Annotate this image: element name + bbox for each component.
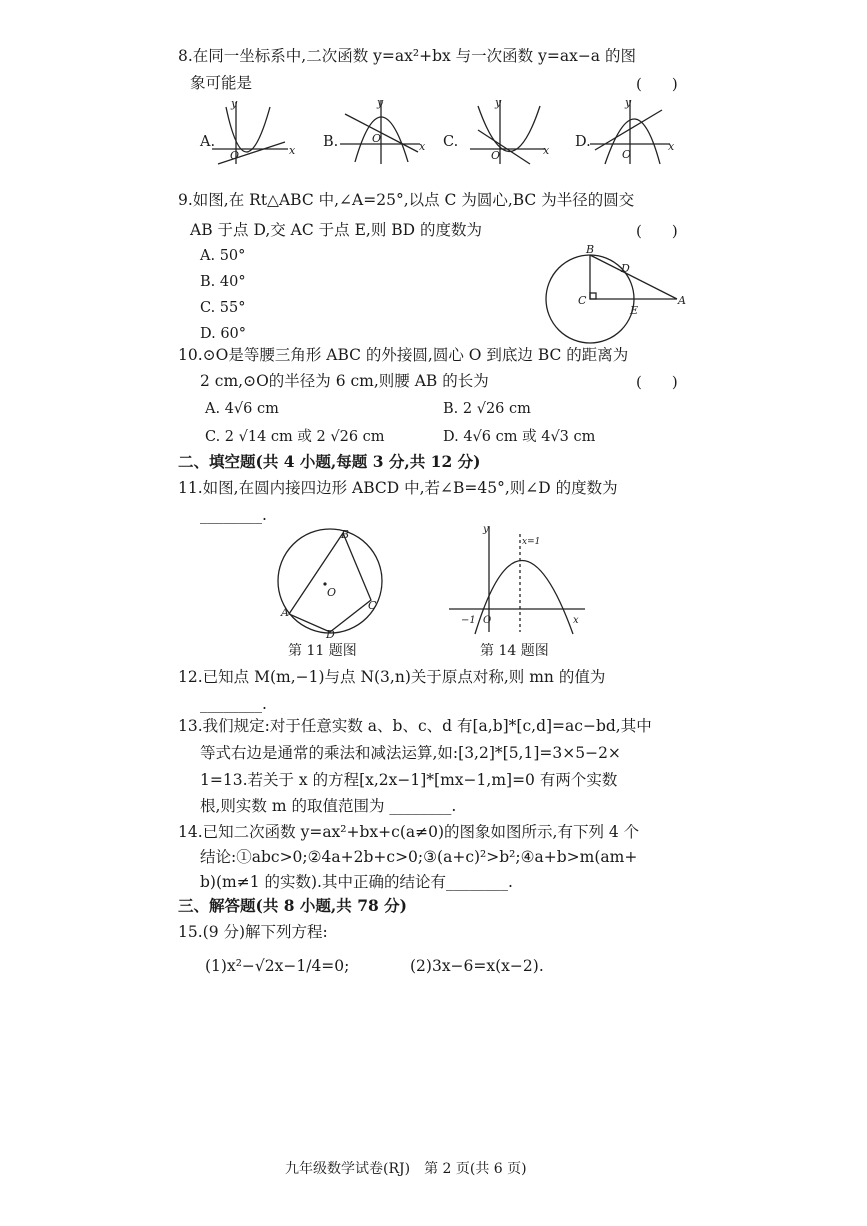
- svg-text:x: x: [668, 140, 675, 153]
- fig14-caption: 第 14 题图: [480, 643, 549, 659]
- svg-text:y: y: [377, 96, 384, 109]
- fig14-label-x: x: [573, 615, 579, 626]
- fig11-label-d: D: [326, 628, 335, 641]
- q15-part2: (2)3x−6=x(x−2).: [410, 957, 544, 975]
- q8-option-b: B.: [323, 134, 339, 150]
- fig14-label-o: O: [483, 615, 492, 626]
- fig14-label-axis: x=1: [522, 537, 541, 547]
- q9-label-e: E: [630, 304, 639, 317]
- q8-option-d: D.: [575, 134, 591, 150]
- svg-text:x: x: [419, 140, 426, 153]
- q14-line2: 结论:①abc>0;②4a+2b+c>0;③(a+c)²>b²;④a+b>m(am+: [200, 848, 638, 866]
- q9-option-a: A. 50°: [200, 248, 246, 264]
- q9-line2: AB 于点 D,交 AC 于点 E,则 BD 的度数为: [190, 221, 482, 239]
- svg-text:O: O: [372, 132, 382, 145]
- q13-line4: 根,则实数 m 的取值范围为 ________.: [200, 797, 457, 815]
- q10-option-b: B. 2 √26 cm: [443, 401, 531, 417]
- q10-option-c: C. 2 √14 cm 或 2 √26 cm: [205, 429, 385, 445]
- q8-option-graphs: [0, 92, 867, 172]
- q10-option-d: D. 4√6 cm 或 4√3 cm: [443, 429, 596, 445]
- q15-line1: 15.(9 分)解下列方程:: [178, 923, 328, 941]
- section-2-heading: 二、填空题(共 4 小题,每题 3 分,共 12 分): [178, 452, 481, 471]
- svg-text:O: O: [230, 149, 240, 162]
- q15-part1: (1)x²−√2x−1/4=0;: [205, 957, 350, 975]
- fig14-label-neg1: −1: [461, 615, 476, 626]
- q9-option-b: B. 40°: [200, 274, 246, 290]
- q8-line2: 象可能是: [190, 74, 253, 92]
- fig11-caption: 第 11 题图: [288, 643, 357, 659]
- section-3-heading: 三、解答题(共 8 小题,共 78 分): [178, 896, 408, 915]
- q8-answer-bracket: ( ): [636, 75, 678, 93]
- page-footer: 九年级数学试卷(RJ) 第 2 页(共 6 页): [285, 1161, 527, 1177]
- q10-answer-bracket: ( ): [636, 373, 678, 391]
- q11-blank: ________.: [200, 506, 267, 524]
- q10-line2: 2 cm,⊙O的半径为 6 cm,则腰 AB 的长为: [200, 372, 489, 390]
- svg-text:x: x: [543, 144, 550, 157]
- svg-text:O: O: [622, 148, 632, 161]
- q8-line1: 8.在同一坐标系中,二次函数 y=ax²+bx 与一次函数 y=ax−a 的图: [178, 47, 636, 65]
- svg-text:y: y: [625, 96, 632, 109]
- fig11-circle-quadrilateral: [275, 526, 395, 641]
- fig11-label-a: A: [281, 606, 289, 619]
- q9-label-c: C: [578, 294, 587, 307]
- q9-option-d: D. 60°: [200, 326, 247, 342]
- q9-answer-bracket: ( ): [636, 222, 678, 240]
- svg-text:x: x: [289, 144, 296, 157]
- q9-label-d: D: [621, 262, 630, 275]
- fig14-label-y: y: [483, 524, 489, 535]
- q12-line1: 12.已知点 M(m,−1)与点 N(3,n)关于原点对称,则 mn 的值为: [178, 668, 606, 686]
- q9-label-a: A: [678, 294, 686, 307]
- q8-option-c: C.: [443, 134, 459, 150]
- q13-line2: 等式右边是通常的乘法和减法运算,如:[3,2]*[5,1]=3×5−2×: [200, 744, 621, 762]
- q9-figure: [535, 242, 695, 347]
- fig11-label-b: B: [341, 528, 350, 541]
- q12-blank: ________.: [200, 695, 267, 713]
- q9-option-c: C. 55°: [200, 300, 246, 316]
- q13-line1: 13.我们规定:对于任意实数 a、b、c、d 有[a,b]*[c,d]=ac−bd,其中: [178, 717, 652, 735]
- q8-option-a: A.: [200, 134, 216, 150]
- q10-line1: 10.⊙O是等腰三角形 ABC 的外接圆,圆心 O 到底边 BC 的距离为: [178, 346, 629, 364]
- q9-label-b: B: [586, 243, 595, 256]
- q14-line3: b)(m≠1 的实数).其中正确的结论有________.: [200, 873, 513, 891]
- svg-text:y: y: [495, 96, 502, 109]
- q14-line1: 14.已知二次函数 y=ax²+bx+c(a≠0)的图象如图所示,有下列 4 个: [178, 823, 640, 841]
- q11-line1: 11.如图,在圆内接四边形 ABCD 中,若∠B=45°,则∠D 的度数为: [178, 479, 618, 497]
- fig14-parabola-graph: [445, 522, 595, 637]
- q10-option-a: A. 4√6 cm: [205, 401, 279, 417]
- fig11-label-c: C: [368, 599, 377, 612]
- fig11-label-o: O: [327, 586, 337, 599]
- svg-text:y: y: [231, 97, 238, 110]
- svg-text:O: O: [491, 149, 501, 162]
- q9-line1: 9.如图,在 Rt△ABC 中,∠A=25°,以点 C 为圆心,BC 为半径的圆交: [178, 191, 635, 209]
- q13-line3: 1=13.若关于 x 的方程[x,2x−1]*[mx−1,m]=0 有两个实数: [200, 771, 618, 789]
